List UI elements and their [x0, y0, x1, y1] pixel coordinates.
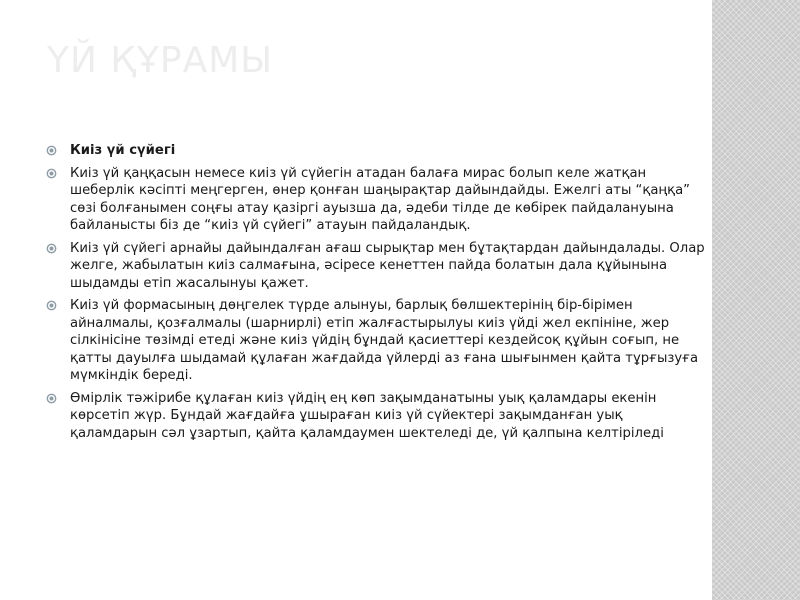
bullet-item — [46, 240, 708, 293]
decorative-side-panel — [712, 0, 800, 600]
bullet-item — [46, 165, 708, 235]
circle-bullet-icon — [46, 393, 57, 404]
bullet-text: Киіз үй сүйегі — [70, 143, 176, 158]
slide-title: ҮЙ ҚҰРАМЫ — [47, 40, 274, 81]
bullet-text: Киіз үй формасының дөңгелек түрде алынуы, барлық бөлшектерінің бір-бірімен айналмалы, қозғалмалы (шарнирлі) етіп жалғастырылуы киіз үйді жел екпініне, жер сілкінісіне төзімді етеді және киіз үйдің бұндай қасиеттері кездейсоқ құйын соғып, не қатты дауылға шыдамай құлаған жағдайда үйлерді аз ғана шығынмен қайта тұрғызуға мүмкіндік береді. — [70, 298, 699, 383]
bullet-text: Киіз үй сүйегі арнайы дайындалған ағаш сырықтар мен бұтақтардан дайындалады. Олар желге, жабылатын киіз салмағына, әсіресе кенеттен пайда болатын дала құйынына шыдамды етіп жасалынуы қажет. — [70, 240, 705, 291]
bullet-text: Киіз үй қаңқасын немесе киіз үй сүйегін атадан балаға мирас болып келе жатқан шеберлік кәсіпті меңгерген, өнер қонған шаңырақтар дайындайды. Ежелгі аты “қаңқа” сөзі болғанымен соңғы атау қазіргі ауызша да, әдеби тілде де көбірек пайдалануына байланысты біз де “киіз үй сүйегі” атауын пайдаландық. — [70, 165, 691, 233]
bullet-list — [46, 142, 708, 447]
bullet-item-heading — [46, 142, 708, 160]
circle-bullet-icon — [46, 243, 57, 254]
circle-bullet-icon — [46, 145, 57, 156]
circle-bullet-icon — [46, 168, 57, 179]
bullet-item — [46, 297, 708, 385]
circle-bullet-icon — [46, 300, 57, 311]
bullet-text: Өмірлік тәжірибе құлаған киіз үйдің ең көп зақымданатыны уық қаламдары екенін көрсетіп жүр. Бұндай жағдайға ұшыраған киіз үй сүйектері зақымданған уық қаламдарын сәл ұзартып, қайта қаламдаумен шектеледі де, үй қалпына келтіріледі — [70, 390, 664, 441]
bullet-item — [46, 390, 708, 443]
